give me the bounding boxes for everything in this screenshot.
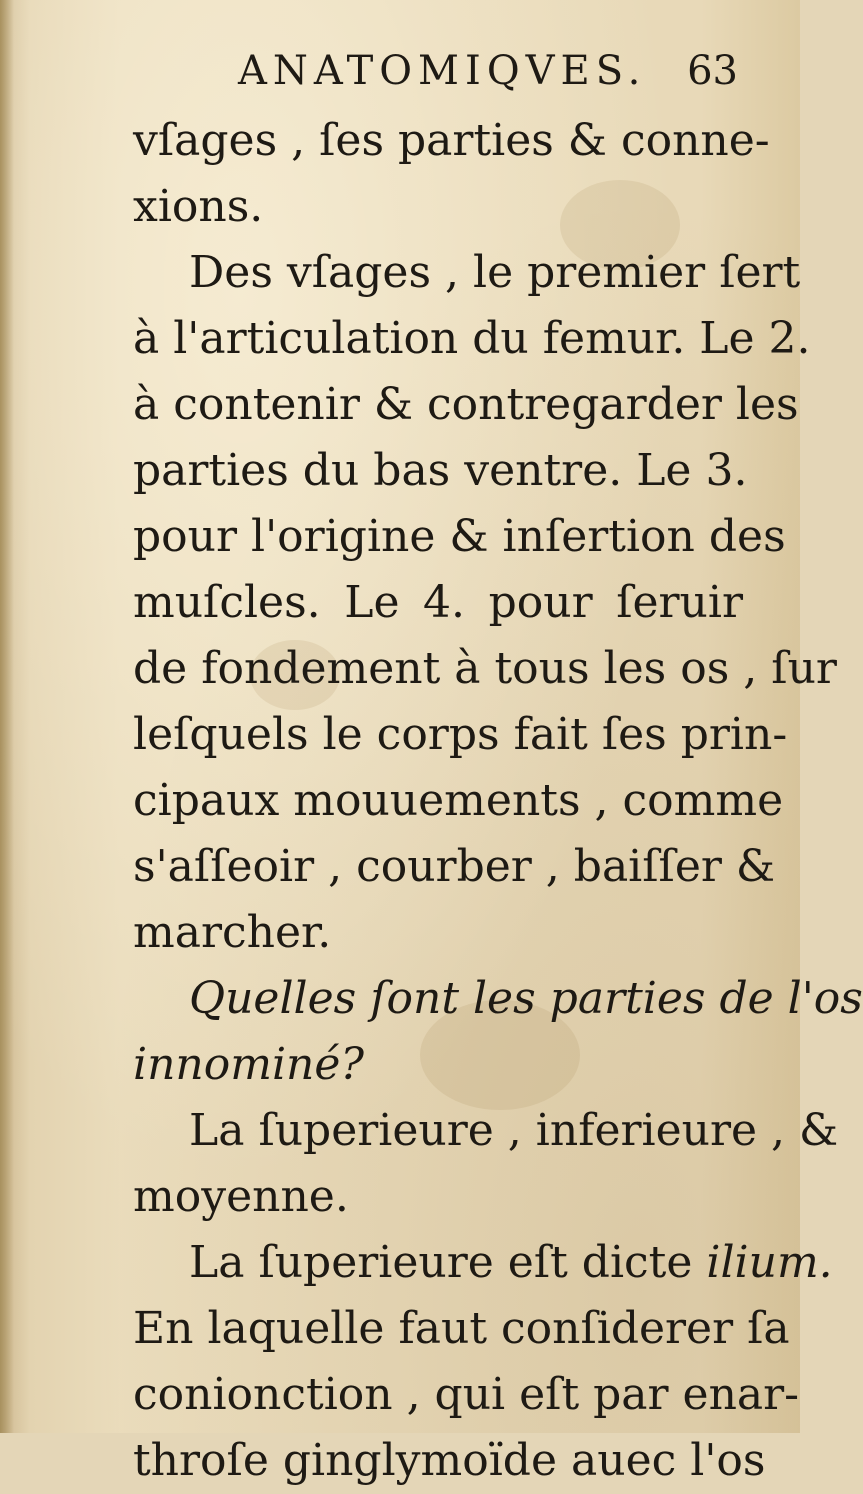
text-line: muſcles. Le 4. pour ſeruir	[133, 577, 743, 628]
text-line: de fondement à tous les os , ſur	[133, 643, 837, 694]
binding-edge	[0, 0, 14, 1433]
text-line	[133, 1230, 833, 1296]
text-block	[133, 38, 863, 1494]
question-line: innominé?	[133, 1039, 364, 1090]
text-line: à contenir & contregarder les	[133, 379, 799, 430]
text-line: parties du bas ventre. Le 3.	[133, 445, 748, 496]
text-line: cipaux mouuements , comme	[133, 775, 784, 826]
text-line: s'aſſeoir , courber , baiſſer &	[133, 841, 776, 892]
text-line: à l'articulation du femur. Le 2.	[133, 313, 811, 364]
text-line: marcher.	[133, 907, 332, 958]
text-line: moyenne.	[133, 1171, 349, 1222]
question-line: Quelles ſont les parties de l'os	[189, 973, 863, 1024]
text-line: leſquels le corps fait ſes prin-	[133, 709, 788, 760]
text-segment: La ſuperieure eſt dicte	[189, 1237, 693, 1288]
running-head	[133, 38, 743, 108]
text-line: pour l'origine & inſertion des	[133, 511, 786, 562]
text-line: En laquelle faut conſiderer ſa	[133, 1303, 790, 1354]
latin-term: ilium.	[706, 1237, 833, 1288]
text-line: vſages , ſes parties & conne-	[133, 115, 770, 166]
text-line: Des vſages , le premier ſert	[189, 247, 801, 298]
page-number: 63	[687, 48, 738, 94]
text-line: xions.	[133, 181, 264, 232]
running-head-title: ANATOMIQVES.	[238, 48, 647, 94]
text-line: La ſuperieure , inferieure , &	[189, 1105, 839, 1156]
text-line: conionction , qui eſt par enar-	[133, 1369, 800, 1420]
text-line: throſe ginglymoïde auec l'os	[133, 1435, 766, 1486]
